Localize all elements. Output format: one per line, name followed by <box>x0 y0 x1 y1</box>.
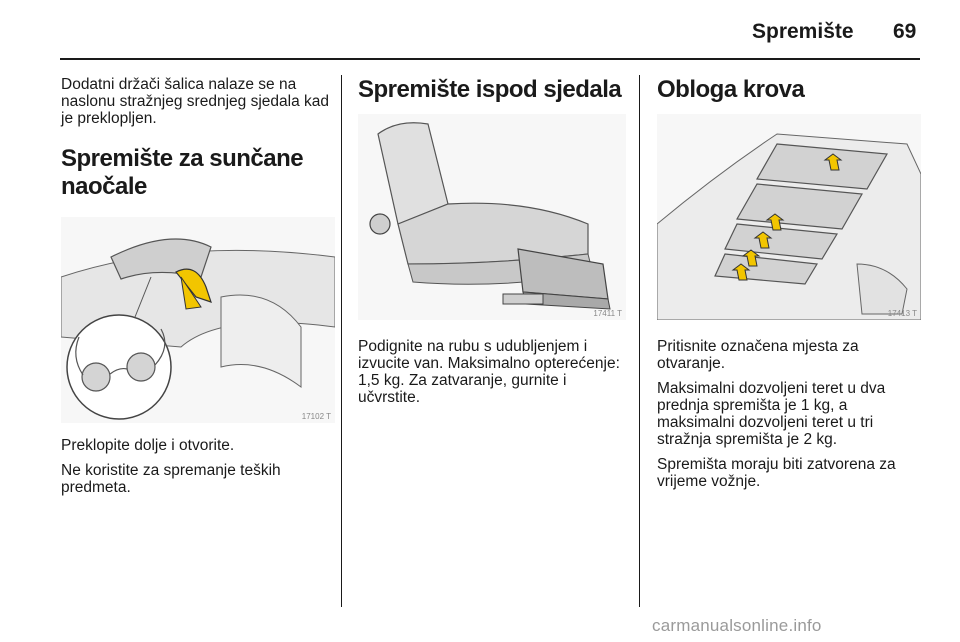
section-heading-roof-lining: Obloga krova <box>657 76 805 103</box>
figure-code: 17413 T <box>887 309 917 318</box>
column-roof-lining <box>657 76 922 498</box>
page-number: 69 <box>893 20 917 43</box>
column-divider-2 <box>639 75 640 607</box>
figure-roof-storage <box>657 114 921 320</box>
header-rule <box>60 58 920 60</box>
column-under-seat <box>358 76 628 414</box>
watermark: carmanualsonline.info <box>652 616 822 635</box>
instruction-text-1: Podignite na rubu s udubljenjem i izvucite van. Maksimalno opterećenje: 1,5 kg. Za zatvaranje, gurnite i učvrstite. <box>358 338 620 406</box>
section-heading-sunglasses: Spremište za sunčane naočale <box>61 145 304 200</box>
section-heading-under-seat: Spremište ispod sjedala <box>358 76 622 103</box>
sunglasses-holder-illustration <box>61 217 335 423</box>
intro-text: Dodatni držači šalica nalaze se na naslonu stražnjeg srednjeg sjedala kad je preklopljen. <box>61 76 329 127</box>
instruction-text-2: Ne koristite za spremanje teških predmeta. <box>61 462 281 496</box>
figure-code: 17102 T <box>301 412 331 421</box>
figure-under-seat-drawer <box>358 114 626 320</box>
column-sunglasses <box>61 76 331 504</box>
instruction-text-3: Spremišta moraju biti zatvorena za vrijeme vožnje. <box>657 456 896 490</box>
figure-sunglasses-holder <box>61 217 335 423</box>
instruction-text-1: Preklopite dolje i otvorite. <box>61 437 235 454</box>
header-title: Spremište <box>752 20 854 43</box>
figure-code: 17411 T <box>593 309 622 318</box>
roof-storage-illustration <box>657 114 921 320</box>
instruction-text-1: Pritisnite označena mjesta za otvaranje. <box>657 338 859 372</box>
column-divider-1 <box>341 75 342 607</box>
under-seat-drawer-illustration <box>358 114 626 320</box>
instruction-text-2: Maksimalni dozvoljeni teret u dva prednja spremišta je 1 kg, a maksimalni dozvoljeni teret u tri stražnja spremišta je 2 kg. <box>657 380 886 448</box>
page-header <box>0 0 960 60</box>
